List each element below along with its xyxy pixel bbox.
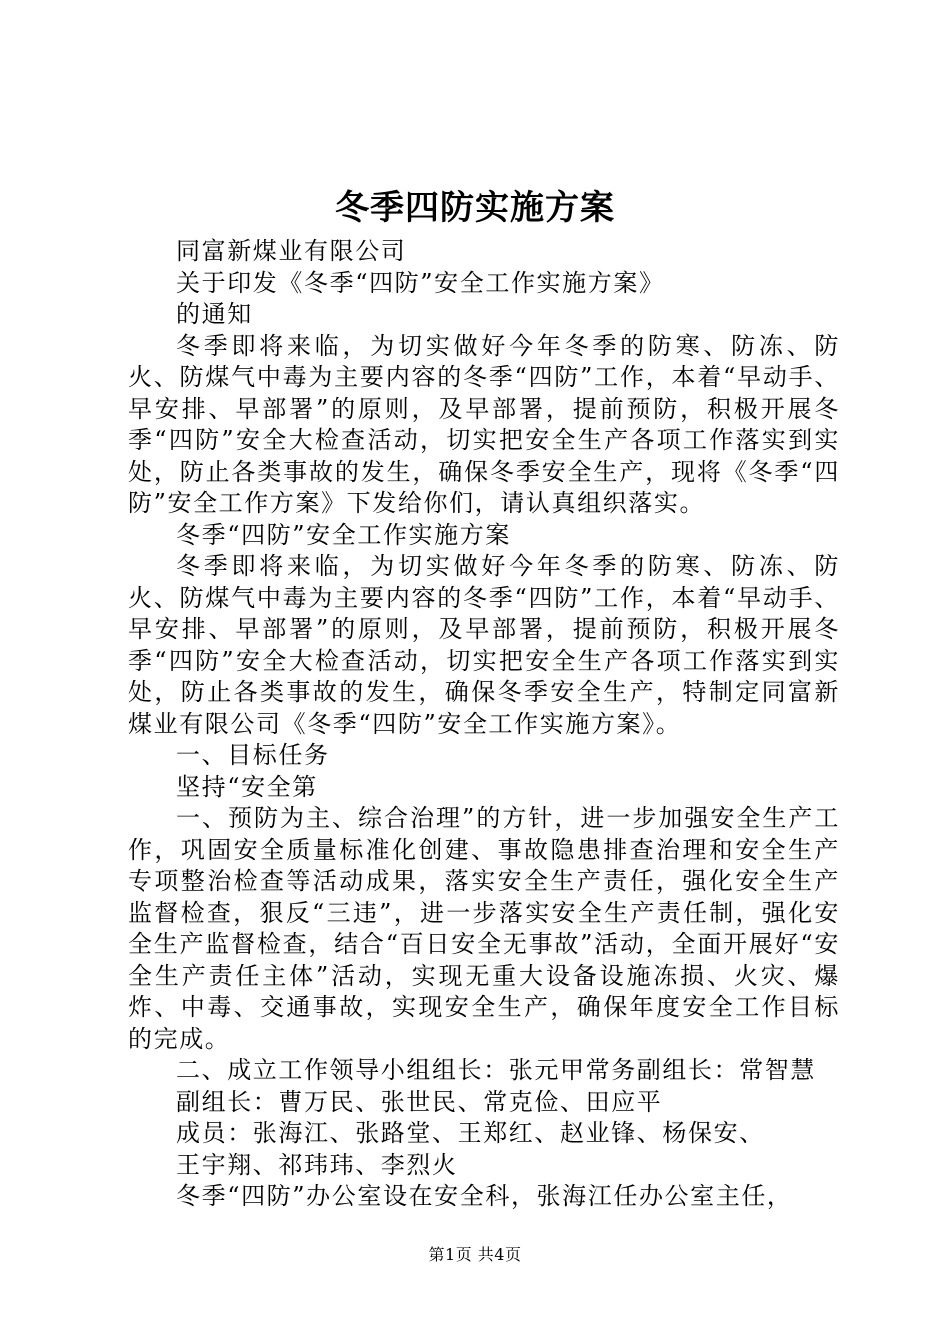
paragraph: 副组长：曹万民、张世民、常克俭、田应平 <box>176 1087 663 1116</box>
section-heading: 二、成立工作领导小组组长：张元甲常务副组长：常智慧 <box>176 1056 816 1084</box>
paragraph: 一、预防为主、综合治理”的方针，进一步加强安全生产工作，巩固安全质量标准化创建、事故隐患排查治理和安全生产专项整治检查等活动成果，落实安全生产责任，强化安全生产监督检查，狠反“三违”，进一步落实安全生产责任制，强化安全生产监督检查，结合“百日安全无事故”活动，全面开展好“安全生产责任主体”活动，实现无重大设备设施冻损、火灾、爆炸、中毒、交通事故，实现安全生产，确保年度安全工作目标的完成。 <box>128 804 840 1053</box>
paragraph: 王宇翔、祁玮玮、李烈火 <box>176 1150 458 1179</box>
paragraph: 的通知 <box>176 300 253 328</box>
document-body <box>128 236 840 1213</box>
paragraph: 坚持“安全第 <box>176 772 318 801</box>
paragraph: 关于印发《冬季“四防”安全工作实施方案》 <box>176 268 665 297</box>
section-heading: 一、目标任务 <box>176 741 330 769</box>
document-title: 冬季四防实施方案 <box>335 188 615 228</box>
paragraph: 同富新煤业有限公司 <box>176 237 407 265</box>
paragraph: 冬季即将来临，为切实做好今年冬季的防寒、防冻、防火、防煤气中毒为主要内容的冬季“四防”工作，本着“早动手、早安排、早部署”的原则，及早部署，提前预防，积极开展冬季“四防”安全大检查活动，切实把安全生产各项工作落实到实处，防止各类事故的发生，确保冬季安全生产，特制定同富新煤业有限公司《冬季“四防”安全工作实施方案》。 <box>128 552 840 738</box>
paragraph: 成员：张海江、张路堂、王郑红、赵业锋、杨保安、 <box>176 1119 765 1147</box>
page-footer: 第1页 共4页 <box>428 1245 522 1264</box>
paragraph: 冬季“四防”安全工作实施方案 <box>176 520 511 549</box>
paragraph: 冬季“四防”办公室设在安全科，张海江任办公室主任， <box>176 1182 793 1210</box>
paragraph: 冬季即将来临，为切实做好今年冬季的防寒、防冻、防火、防煤气中毒为主要内容的冬季“四防”工作，本着“早动手、早安排、早部署”的原则，及早部署，提前预防，积极开展冬季“四防”安全大检查活动，切实把安全生产各项工作落实到实处，防止各类事故的发生，确保冬季安全生产，现将《冬季“四防”安全工作方案》下发给你们，请认真组织落实。 <box>128 331 840 517</box>
